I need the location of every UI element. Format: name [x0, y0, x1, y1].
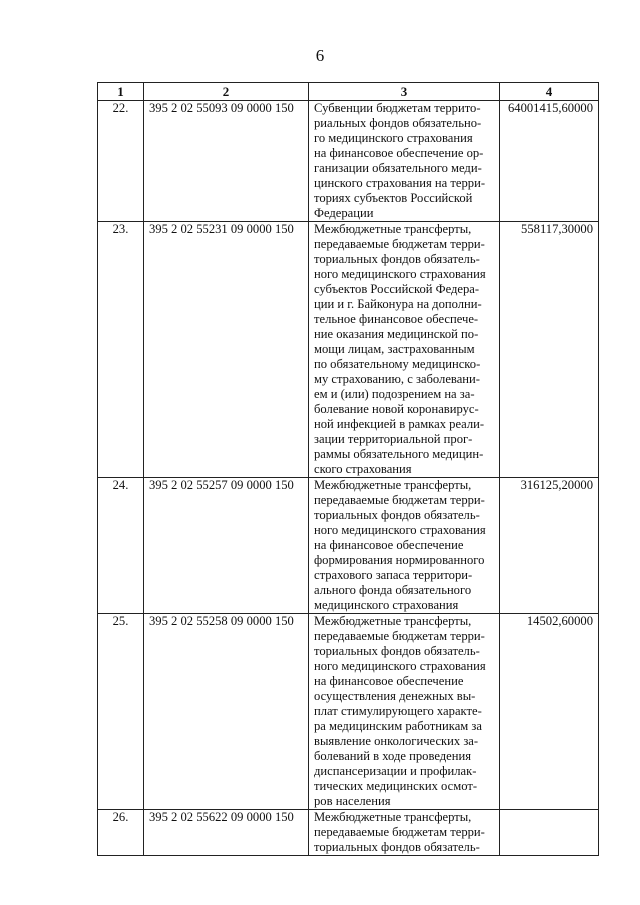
description-cell [309, 614, 500, 810]
description-line: ного медицинского страхования [314, 523, 486, 537]
description-line: цинского страхования на терри- [314, 176, 486, 190]
description-line: Межбюджетные трансферты, [314, 614, 472, 628]
description-line: ной инфекцией в рамках реали- [314, 417, 485, 431]
description-line: ного медицинского страхования [314, 659, 486, 673]
table-row [98, 614, 599, 810]
description-cell [309, 222, 500, 478]
description-line: на финансовое обеспечение [314, 538, 464, 552]
description-line: ального фонда обязательного [314, 583, 472, 597]
description-line: ториальных фондов обязатель- [314, 508, 480, 522]
row-number: 24. [98, 478, 144, 614]
budget-code: 395 2 02 55258 09 0000 150 [144, 614, 309, 810]
amount [500, 810, 599, 856]
budget-code: 395 2 02 55231 09 0000 150 [144, 222, 309, 478]
row-number: 22. [98, 101, 144, 222]
table-row [98, 222, 599, 478]
description-line: раммы обязательного медицин- [314, 447, 484, 461]
description-line: болевание новой коронавирус- [314, 402, 479, 416]
description-line: субъектов Российской Федера- [314, 282, 480, 296]
description-line: болеваний в ходе проведения [314, 749, 472, 763]
budget-code: 395 2 02 55622 09 0000 150 [144, 810, 309, 856]
description-line: ториях субъектов Российской [314, 191, 473, 205]
table-row [98, 478, 599, 614]
description-line: страхового запаса территори- [314, 568, 473, 582]
table-row [98, 101, 599, 222]
description-line: ториальных фондов обязатель- [314, 840, 480, 854]
description-line: Субвенции бюджетам террито- [314, 101, 481, 115]
description-line: на финансовое обеспечение ор- [314, 146, 484, 160]
row-number: 26. [98, 810, 144, 856]
description-line: ного медицинского страхования [314, 267, 486, 281]
budget-code: 395 2 02 55093 09 0000 150 [144, 101, 309, 222]
amount: 14502,60000 [500, 614, 599, 810]
description-line: тических медицинских осмот- [314, 779, 478, 793]
description-line: плат стимулирующего характе- [314, 704, 482, 718]
row-number: 23. [98, 222, 144, 478]
description-line: мощи лицам, застрахованным [314, 342, 475, 356]
description-line: ского страхования [314, 462, 412, 476]
amount: 64001415,60000 [500, 101, 599, 222]
header-col-2: 2 [144, 83, 309, 101]
table-header-row [98, 83, 599, 101]
description-line: ние оказания медицинской по- [314, 327, 479, 341]
table-body [98, 101, 599, 856]
description-line: по обязательному медицинско- [314, 357, 481, 371]
description-line: Межбюджетные трансферты, [314, 222, 472, 236]
description-line: му страхованию, с заболевани- [314, 372, 480, 386]
description-line: выявление онкологических за- [314, 734, 479, 748]
description-line: го медицинского страхования [314, 131, 473, 145]
description-line: медицинского страхования [314, 598, 459, 612]
description-line: ем и (или) подозрением на за- [314, 387, 475, 401]
description-line: Межбюджетные трансферты, [314, 478, 472, 492]
description-line: осуществления денежных вы- [314, 689, 476, 703]
description-line: ции и г. Байконура на дополни- [314, 297, 482, 311]
page-number: 6 [315, 46, 325, 65]
description-line: Межбюджетные трансферты, [314, 810, 472, 824]
amount: 316125,20000 [500, 478, 599, 614]
description-line: ториальных фондов обязатель- [314, 644, 480, 658]
description-line: ров населения [314, 794, 391, 808]
header-col-3: 3 [309, 83, 500, 101]
budget-table [97, 82, 599, 856]
description-line: ганизации обязательного меди- [314, 161, 482, 175]
description-line: формирования нормированного [314, 553, 485, 567]
description-line: передаваемые бюджетам терри- [314, 493, 485, 507]
description-line: ра медицинским работникам за [314, 719, 482, 733]
description-line: диспансеризации и профилак- [314, 764, 477, 778]
description-line: ториальных фондов обязатель- [314, 252, 480, 266]
header-col-4: 4 [500, 83, 599, 101]
table-row [98, 810, 599, 856]
description-cell [309, 810, 500, 856]
amount: 558117,30000 [500, 222, 599, 478]
description-line: передаваемые бюджетам терри- [314, 237, 485, 251]
header-col-1: 1 [98, 83, 144, 101]
description-line: на финансовое обеспечение [314, 674, 464, 688]
description-cell [309, 478, 500, 614]
row-number: 25. [98, 614, 144, 810]
description-line: передаваемые бюджетам терри- [314, 825, 485, 839]
description-cell [309, 101, 500, 222]
description-line: Федерации [314, 206, 374, 220]
description-line: тельное финансовое обеспече- [314, 312, 479, 326]
description-line: передаваемые бюджетам терри- [314, 629, 485, 643]
budget-code: 395 2 02 55257 09 0000 150 [144, 478, 309, 614]
description-line: зации территориальной прог- [314, 432, 473, 446]
description-line: риальных фондов обязательно- [314, 116, 482, 130]
